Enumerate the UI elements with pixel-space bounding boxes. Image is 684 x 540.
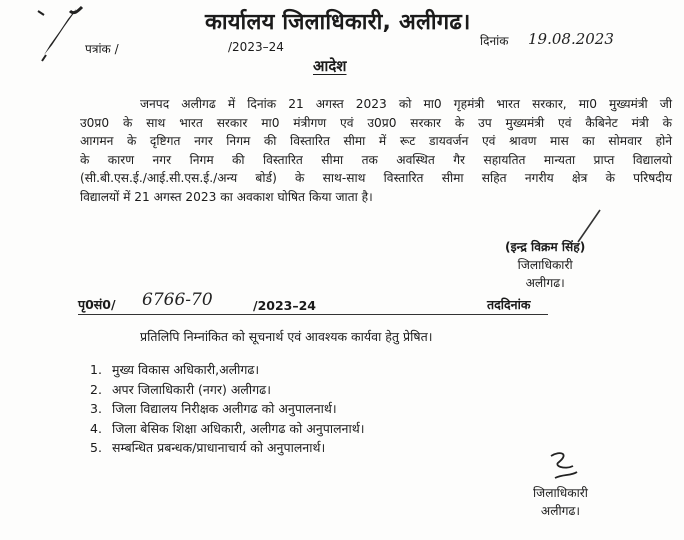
letter-ref-label: पत्रांक /: [85, 42, 119, 56]
pen-scribble-mark: [30, 5, 90, 67]
list-item: [90, 399, 364, 419]
date-label: दिनांक: [480, 34, 509, 48]
signature-block: [505, 238, 585, 292]
officer-designation-2: जिलाधिकारी: [533, 486, 588, 500]
list-item-number: 5.: [90, 440, 102, 455]
handwritten-date: 19.08.2023: [528, 30, 614, 48]
list-item: [90, 360, 364, 380]
list-item-text: मुख्य विकास अधिकारी,अलीगढ।: [112, 362, 260, 377]
signature-mark-2: [545, 448, 581, 484]
list-item-text: जिला बेसिक शिक्षा अधिकारी, अलीगढ को अनुपालनार्थ।: [112, 420, 365, 436]
copy-intro: प्रतिलिपि निम्नांकित को सूचनार्थ एवं आवश्यक कार्यवा हेतु प्रेषित।: [140, 329, 433, 344]
order-body: [80, 95, 672, 207]
office-title: कार्यालय जिलाधिकारी, अलीगढ।: [205, 10, 471, 35]
list-item-text: अपर जिलाधिकारी (नगर) अलीगढ।: [112, 381, 271, 397]
officer-place-2: अलीगढ।: [540, 504, 580, 518]
copy-ref-underline: [78, 314, 548, 315]
signature-block-2: [533, 484, 588, 520]
order-line: जनपद अलीगढ में दिनांक 21 अगस्त 2023 को मा0 गृहमंत्री भारत सरकार, मा0 मुख्यमंत्री जी: [140, 97, 672, 111]
recipient-list: [90, 360, 364, 458]
order-line: विद्यालयों में 21 अगस्त 2023 का अवकाश घोषित किया जाता है।: [80, 189, 373, 204]
copy-ref-date-label: तददिनांक: [487, 297, 531, 312]
letter-ref-year: /2023–24: [228, 40, 284, 54]
copy-ref-year: /2023–24: [253, 298, 317, 313]
copy-ref-label: पृ0सं0/: [78, 297, 116, 312]
list-item-number: 4.: [90, 420, 102, 436]
list-item: [90, 380, 364, 400]
order-line: के कारण नगर निगम की विस्तारित सीमा तक अवस्थित गैर सहायतित मान्यता प्राप्त विद्यालयो: [80, 152, 672, 167]
copy-ref-number: 6766-70: [142, 290, 213, 310]
list-item-number: 2.: [90, 381, 102, 397]
list-item-text: जिला विद्यालय निरीक्षक अलीगढ को अनुपालनार्थ।: [112, 401, 337, 416]
list-item-number: 1.: [90, 362, 102, 377]
order-line: आगमन के दृष्टिगत नगर निगम की विस्तारित सीमा में रूट डायवर्जन एवं श्रावण मास का सोमवार होने: [80, 134, 672, 149]
officer-designation: जिलाधिकारी: [517, 258, 573, 272]
order-line: उ0प्र0 के साथ भारत सरकार मा0 मंत्रीगण एवं उ0प्र0 सरकार के उप मुख्यमंत्री एवं कैबिनेट मंत्री के: [80, 115, 672, 130]
order-heading: आदेश: [313, 57, 347, 75]
order-line: (सी.बी.एस.ई./आई.सी.एस.ई./अन्य बोर्ड) के साथ-साथ विस्तारित सीमा सहित नगरीय क्षेत्र के परिषदीय: [80, 171, 672, 186]
list-item: [90, 438, 364, 458]
list-item-number: 3.: [90, 401, 102, 416]
list-item-text: सम्बन्धित प्रबन्धक/प्राधानाचार्य को अनुपालनार्थ।: [112, 440, 326, 455]
list-item: [90, 419, 364, 439]
officer-name: (इन्द्र विक्रम सिंह): [505, 240, 586, 254]
officer-place: अलीगढ।: [525, 276, 565, 290]
